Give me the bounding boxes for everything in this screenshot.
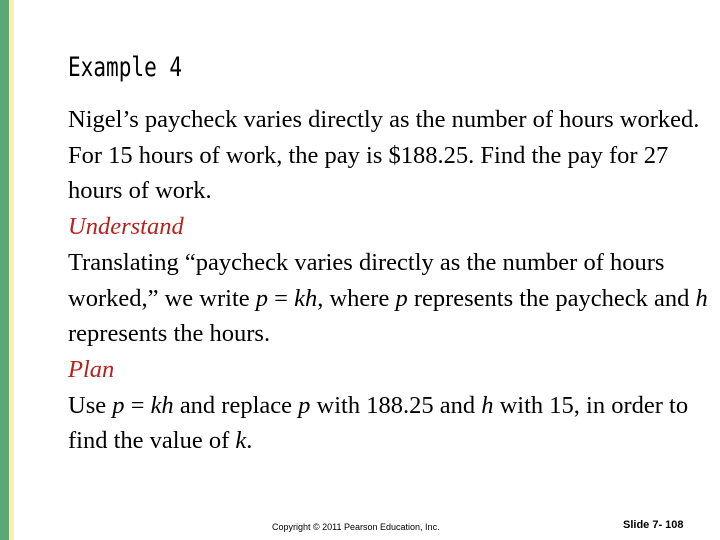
understand-text-3: represents the paycheck and	[407, 284, 696, 312]
formula-kh: kh	[150, 391, 174, 419]
formula-variable-p: p	[112, 391, 125, 419]
formula-equals: =	[124, 391, 151, 419]
variable-h: h	[481, 391, 494, 419]
plan-paragraph	[68, 388, 708, 459]
plan-text-4: with 15, in order to find the value of	[68, 391, 689, 455]
variable-p: p	[395, 284, 408, 312]
understand-text-2: , where	[317, 284, 396, 312]
sidebar-stripe-yellow	[9, 0, 14, 540]
understand-text-4: represents the hours.	[68, 320, 271, 348]
variable-k: k	[235, 427, 247, 455]
formula-kh: kh	[294, 284, 318, 312]
slide-title: Example 4	[68, 52, 183, 83]
plan-text-1: Use	[68, 391, 113, 419]
variable-h: h	[695, 284, 708, 312]
slide-number: Slide 7- 108	[623, 519, 684, 531]
plan-text-3: with 188.25 and	[310, 391, 482, 419]
understand-text-1: Translating “paycheck varies directly as the number of hours worked,” we write	[68, 248, 665, 312]
slide-body	[68, 102, 708, 459]
variable-p: p	[298, 391, 311, 419]
understand-paragraph	[68, 245, 708, 352]
formula-equals: =	[268, 284, 295, 312]
plan-text-5: .	[246, 427, 253, 455]
plan-heading: Plan	[68, 355, 115, 383]
plan-text-2: and replace	[173, 391, 299, 419]
footer-copyright: Copyright © 2011 Pearson Education, Inc.	[272, 522, 440, 532]
problem-statement: Nigel’s paycheck varies directly as the number of hours worked. For 15 hours of work, the pay is $188.25. Find the pay for 27 hours of work.	[68, 106, 700, 205]
sidebar-stripe-green	[0, 0, 9, 540]
understand-heading: Understand	[68, 213, 184, 241]
formula-variable-p: p	[255, 284, 269, 312]
